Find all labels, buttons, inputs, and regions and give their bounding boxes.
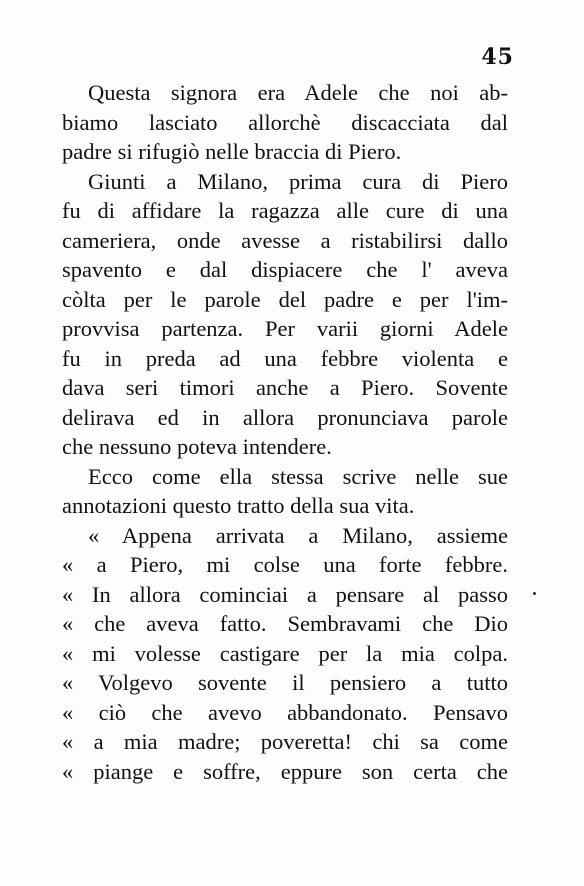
text-line: biamo lasciato allorchè discacciata dal [62, 109, 508, 135]
text-line: cameriera, onde avesse a ristabilirsi dallo [62, 227, 508, 253]
text-line: dava seri timori anche a Piero. Sovente [62, 375, 508, 400]
quote-line: « Appena arrivata a Milano, assieme [88, 522, 508, 548]
print-speck [533, 592, 536, 595]
quote-line: « piange e soffre, eppure son certa che [62, 758, 508, 784]
text-line: che nessuno poteva intendere. [62, 434, 332, 459]
text-line: spavento e dal dispiacere che l' aveva [62, 257, 508, 282]
quote-line: « a Piero, mi colse una forte febbre. [62, 552, 508, 577]
text-line: padre si rifugiò nelle braccia di Piero. [62, 139, 402, 164]
quote-line: « Volgevo sovente il pensiero a tutto [62, 670, 508, 695]
text-line: Questa signora era Adele che noi ab- [88, 80, 508, 105]
quote-line: « mi volesse castigare per la mia colpa. [62, 640, 508, 666]
quote-line: « che aveva fatto. Sembravami che Dio [62, 611, 508, 636]
text-line: provvisa partenza. Per varii giorni Adele [62, 316, 508, 341]
text-line: fu di affidare la ragazza alle cure di una [62, 198, 508, 223]
body-text [62, 78, 508, 786]
page-number: 45 [481, 44, 514, 70]
quote-line: « In allora cominciai a pensare al passo [62, 581, 508, 607]
text-line: delirava ed in allora pronunciava parole [62, 404, 508, 430]
text-line: annotazioni questo tratto della sua vita. [62, 493, 415, 518]
text-line: còlta per le parole del padre e per l'im- [62, 286, 508, 312]
quote-line: « ciò che avevo abbandonato. Pensavo [62, 699, 508, 725]
text-line: Giunti a Milano, prima cura di Piero [88, 168, 508, 194]
text-line: fu in preda ad una febbre violenta e [62, 345, 508, 371]
quote-line: « a mia madre; poveretta! chi sa come [62, 729, 508, 754]
text-line: Ecco come ella stessa scrive nelle sue [88, 463, 508, 489]
